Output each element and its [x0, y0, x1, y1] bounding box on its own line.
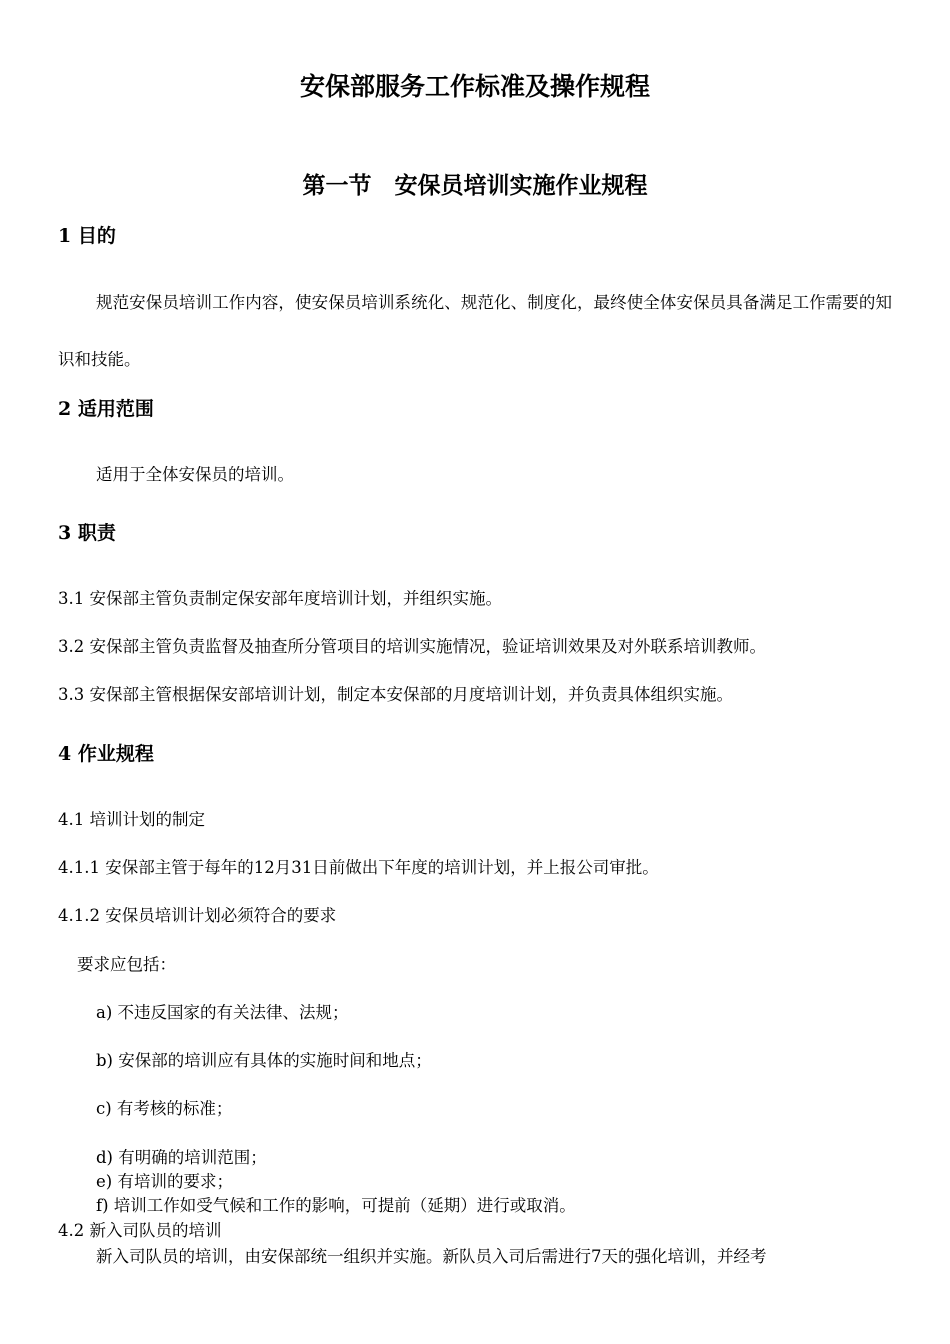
document-title: 安保部服务工作标准及操作规程	[299, 72, 650, 101]
responsibility-item: 3.1 安保部主管负责制定保安部年度培训计划，并组织实施。	[58, 589, 502, 608]
paragraph-new-member-training: 新入司队员的培训，由安保部统一组织并实施。新队员入司后需进行7天的强化培训，并经考	[96, 1247, 767, 1266]
paragraph-plan-deadline: 4.1.1 安保部主管于每年的12月31日前做出下年度的培训计划，并上报公司审批。	[58, 858, 659, 877]
requirement-item: a) 不违反国家的有关法律、法规；	[96, 1003, 349, 1022]
heading-responsibilities: 3 职责	[58, 522, 116, 544]
paragraph-scope: 适用于全体安保员的培训。	[96, 465, 294, 484]
responsibility-item: 3.3 安保部主管根据保安部培训计划，制定本安保部的月度培训计划，并负责具体组织实施。	[58, 685, 733, 704]
requirements-intro: 要求应包括：	[77, 955, 176, 974]
section-title: 第一节 安保员培训实施作业规程	[302, 172, 648, 199]
requirement-item: f) 培训工作如受气候和工作的影响，可提前（延期）进行或取消。	[96, 1196, 576, 1215]
requirement-item: c) 有考核的标准；	[96, 1099, 233, 1118]
requirement-item: e) 有培训的要求；	[96, 1172, 233, 1191]
heading-procedures: 4 作业规程	[58, 743, 154, 765]
heading-scope: 2 适用范围	[58, 398, 154, 420]
requirement-item: b) 安保部的培训应有具体的实施时间和地点；	[96, 1051, 432, 1070]
subheading-plan-requirements: 4.1.2 安保员培训计划必须符合的要求	[58, 906, 337, 925]
responsibility-item: 3.2 安保部主管负责监督及抽查所分管项目的培训实施情况，验证培训效果及对外联系培训教师。	[58, 637, 766, 656]
paragraph-purpose: 规范安保员培训工作内容，使安保员培训系统化、规范化、制度化，最终使全体安保员具备满足工作需要的知识和技能。	[58, 293, 892, 369]
subheading-plan: 4.1 培训计划的制定	[58, 810, 205, 829]
heading-purpose: 1 目的	[58, 225, 116, 247]
subheading-new-member-training: 4.2 新入司队员的培训	[58, 1221, 222, 1240]
requirement-item: d) 有明确的培训范围；	[96, 1148, 267, 1167]
